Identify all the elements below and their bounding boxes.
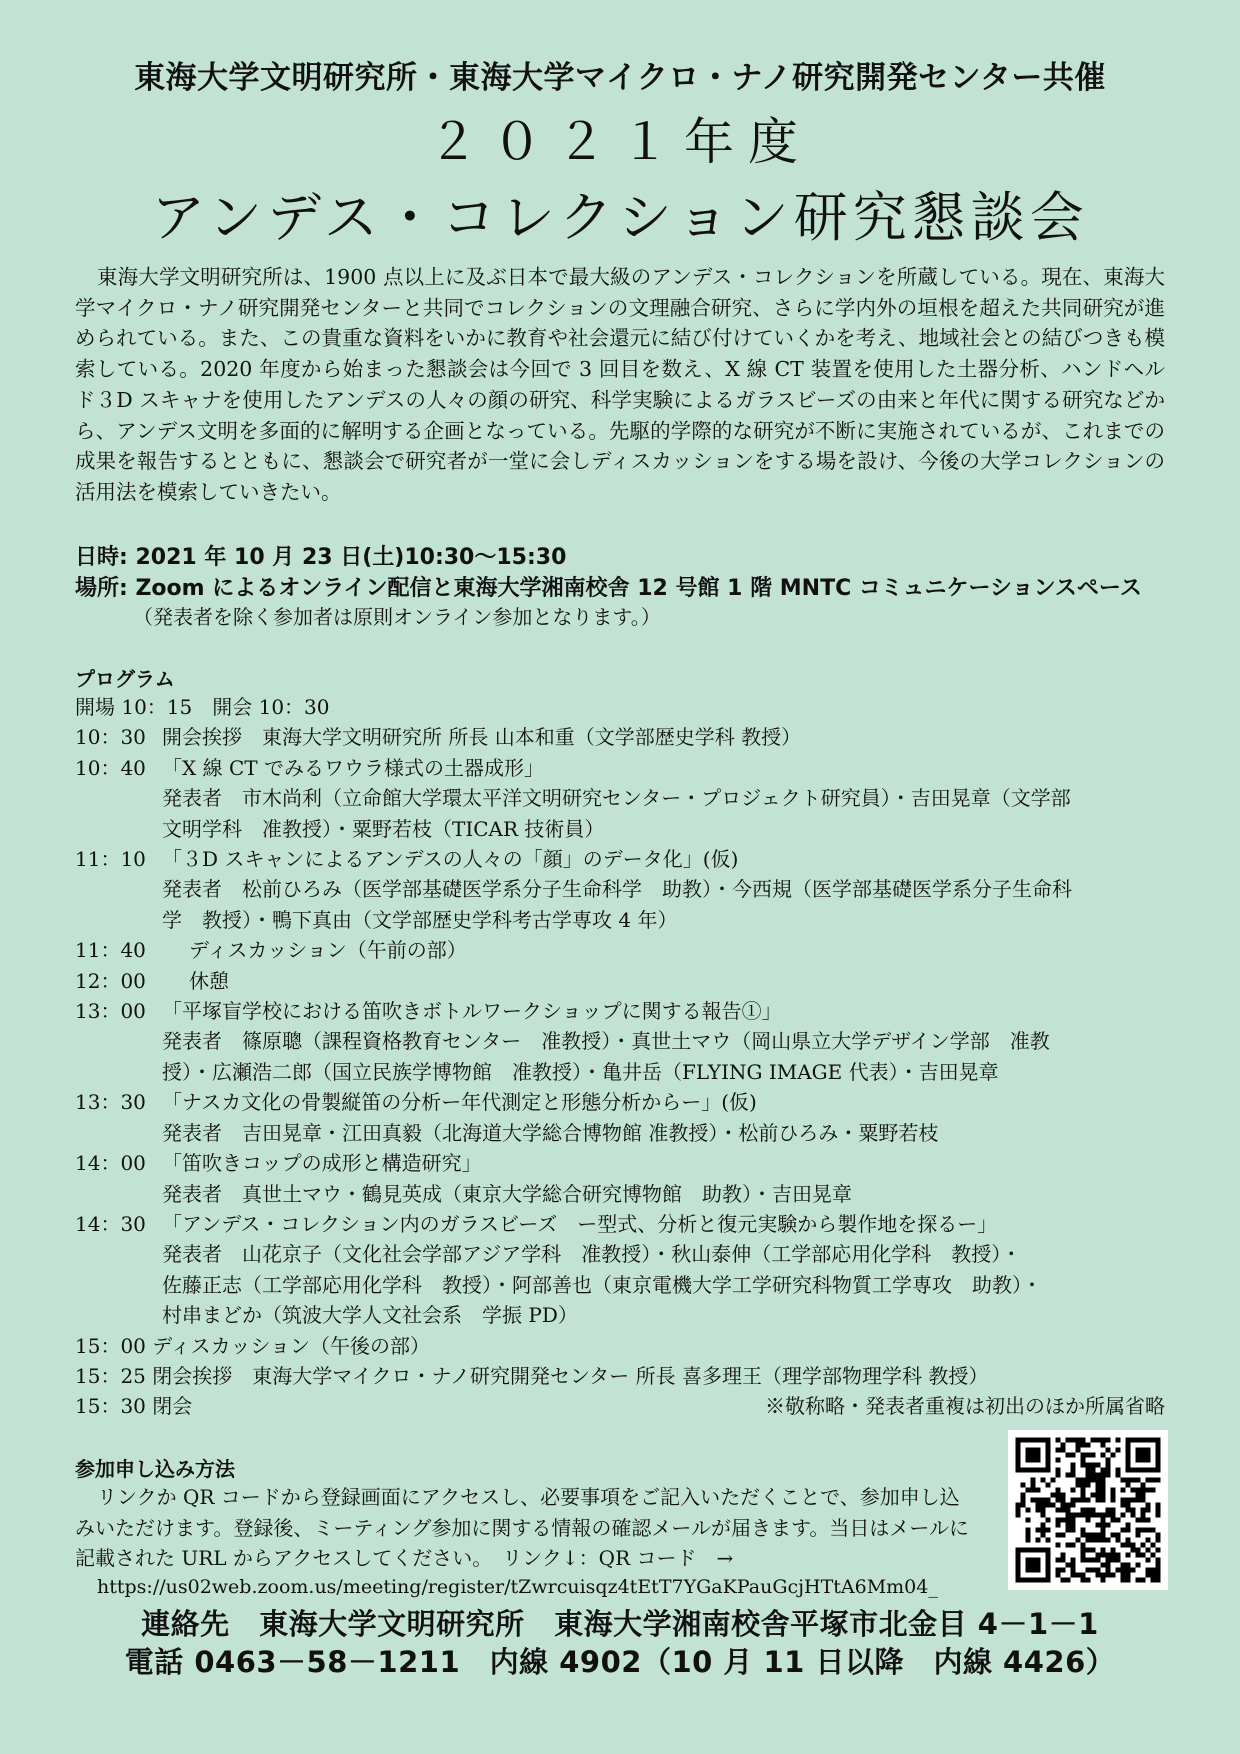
program-item bbox=[75, 1087, 1165, 1117]
program-heading: プログラム bbox=[75, 667, 175, 691]
cohost-heading: 東海大学文明研究所・東海大学マイクロ・ナノ研究開発センター共催 bbox=[134, 60, 1106, 96]
program-detail: 文明学科 准教授）・粟野若枝（TICAR 技術員） bbox=[162, 816, 605, 841]
registration-link[interactable]: https://us02web.zoom.us/meeting/register/tZwrcuisqz4tEtT7YGaKPauGcjHTtA6Mm04_ bbox=[97, 1576, 938, 1598]
program-time: 13：30 bbox=[75, 1090, 146, 1115]
program-detail: 授）・広瀬浩二郎（国立民族学博物館 准教授）・亀井岳（FLYING IMAGE 代表）・吉田晃章 bbox=[162, 1059, 999, 1084]
program-item bbox=[75, 996, 1165, 1026]
program-time: 11：40 bbox=[75, 938, 146, 963]
program-item-text: 15：30 閉会 bbox=[75, 1394, 193, 1419]
program-time: 12：00 bbox=[75, 968, 146, 993]
qr-code-graphic bbox=[1008, 1430, 1168, 1590]
program-time: 14：30 bbox=[75, 1211, 146, 1236]
program-item bbox=[75, 753, 1165, 783]
program-item bbox=[75, 1331, 1165, 1361]
program-detail: 発表者 吉田晃章・江田真毅（北海道大学総合博物館 准教授）・松前ひろみ・粟野若枝 bbox=[162, 1120, 939, 1145]
program-detail: 発表者 篠原聰（課程資格教育センター 准教授）・真世土マウ（岡山県立大学デザイン学部 准教 bbox=[162, 1029, 1050, 1054]
program-list bbox=[75, 692, 1165, 1422]
program-item bbox=[75, 844, 1165, 874]
page-title: アンデス・コレクション研究懇談会 bbox=[151, 186, 1089, 249]
registration-body: リンクか QR コードから登録画面にアクセスし、必要事項をご記入いただくことで、参加申し込みいただけます。登録後、ミーティング参加に関する情報の確認メールが届きます。当日はメールに記載された URL からアクセスしてください。 リンク↓：QR コード → bbox=[75, 1485, 969, 1570]
program-open: 開場 10：15 開会 10：30 bbox=[75, 695, 330, 719]
program-item bbox=[75, 966, 1165, 996]
program-item-text: 休憩 bbox=[189, 968, 229, 993]
year-heading: ２０２１年度 bbox=[428, 113, 812, 171]
program-item-text: 「３D スキャンによるアンデスの人々の「顔」のデータ化」(仮) bbox=[162, 847, 739, 872]
registration-heading: 参加申し込み方法 bbox=[75, 1457, 235, 1481]
program-detail: 佐藤正志（工学部応用化学科 教授）・阿部善也（東京電機大学工学研究科物質工学専攻 助教）・ bbox=[162, 1272, 1042, 1297]
program-item-text: ディスカッション（午前の部） bbox=[189, 938, 467, 963]
event-date: 日時: 2021 年 10 月 23 日(土)10:30～15:30 bbox=[75, 545, 567, 570]
program-item-text: 開会挨拶 東海大学文明研究所 所長 山本和重（文学部歴史学科 教授） bbox=[162, 725, 802, 750]
program-time: 13：00 bbox=[75, 999, 146, 1024]
intro-paragraph: 東海大学文明研究所は、1900 点以上に及ぶ日本で最大級のアンデス・コレクションを所蔵している。現在、東海大学マイクロ・ナノ研究開発センターと共同でコレクションの文理融合研究、さらに学内外の垣根を超えた共同研究が進められている。また、この貴重な資料をいかに教育や社会還元に結び付けていくかを考え、地域社会との結びつきも模索している。2020 年度から始まった懇談会は今回で 3 回目を数え、X 線 CT 装置を使用した土器分析、ハンドヘルド３D スキャナを使用したアンデスの人々の顔の研究、科学実験によるガラスビーズの由来と年代に関する研究などから、アンデス文明を多面的に解明する企画となっている。先駆的学際的な研究が不断に実施されているが、これまでの成果を報告するとともに、懇談会で研究者が一堂に会しディスカッションをする場を設け、今後の大学コレクションの活用法を模索していきたい。 bbox=[75, 265, 1165, 504]
program-rows bbox=[75, 722, 1165, 1421]
program-item bbox=[75, 1391, 1165, 1421]
program-item bbox=[75, 935, 1165, 965]
program-item-text: 「X 線 CT でみるワウラ様式の土器成形」 bbox=[162, 755, 544, 780]
program-item-text: 15：00 ディスカッション（午後の部） bbox=[75, 1333, 431, 1358]
contact-address: 連絡先 東海大学文明研究所 東海大学湘南校舎平塚市北金目 4－1－1 bbox=[141, 1607, 1099, 1641]
program-time: 10：30 bbox=[75, 725, 146, 750]
program-time: 10：40 bbox=[75, 755, 146, 780]
contact-phone: 電話 0463－58－1211 内線 4902（10 月 11 日以降 内線 4426） bbox=[124, 1645, 1116, 1679]
program-item-text: 「ナスカ文化の骨製縦笛の分析ー年代測定と形態分析からー」(仮) bbox=[162, 1090, 757, 1115]
program-detail: 発表者 山花京子（文化社会学部アジア学科 准教授）・秋山泰伸（工学部応用化学科 教授）・ bbox=[162, 1242, 1022, 1267]
program-time: 14：00 bbox=[75, 1151, 146, 1176]
event-venue: 場所: Zoom によるオンライン配信と東海大学湘南校舎 12 号館 1 階 MNTC コミュニケーションスペース bbox=[75, 576, 1142, 601]
program-item-text: 15：25 閉会挨拶 東海大学マイクロ・ナノ研究開発センター 所長 喜多理王（理学部物理学科 教授） bbox=[75, 1363, 989, 1388]
program-item-text: 「平塚盲学校における笛吹きボトルワークショップに関する報告①」 bbox=[162, 999, 782, 1024]
program-item bbox=[75, 722, 1165, 752]
program-detail: 発表者 市木尚利（立命館大学環太平洋文明研究センター・プロジェクト研究員）・吉田晃章（文学部 bbox=[162, 786, 1071, 811]
program-time: 11：10 bbox=[75, 847, 146, 872]
program-item-text: 「アンデス・コレクション内のガラスビーズ ー型式、分析と復元実験から製作地を探るー」 bbox=[162, 1211, 998, 1236]
venue-note: （発表者を除く参加者は原則オンライン参加となります。） bbox=[133, 605, 661, 629]
program-footnote: ※敬称略・発表者重複は初出のほか所属省略 bbox=[765, 1394, 1165, 1419]
program-item bbox=[75, 1361, 1165, 1391]
qr-code-icon[interactable] bbox=[1008, 1430, 1168, 1590]
program-detail: 学 教授）・鴨下真由（文学部歴史学科考古学専攻 4 年） bbox=[162, 907, 678, 932]
program-detail: 発表者 真世土マウ・鶴見英成（東京大学総合研究博物館 助教）・吉田晃章 bbox=[162, 1181, 852, 1206]
program-item-text: 「笛吹きコップの成形と構造研究」 bbox=[162, 1151, 482, 1176]
program-detail: 発表者 松前ひろみ（医学部基礎医学系分子生命科学 助教）・今西規（医学部基礎医学系分子生命科 bbox=[162, 877, 1072, 902]
program-item bbox=[75, 1148, 1165, 1178]
program-item bbox=[75, 1209, 1165, 1239]
program-detail: 村串まどか（筑波大学人文社会系 学振 PD） bbox=[162, 1303, 578, 1328]
